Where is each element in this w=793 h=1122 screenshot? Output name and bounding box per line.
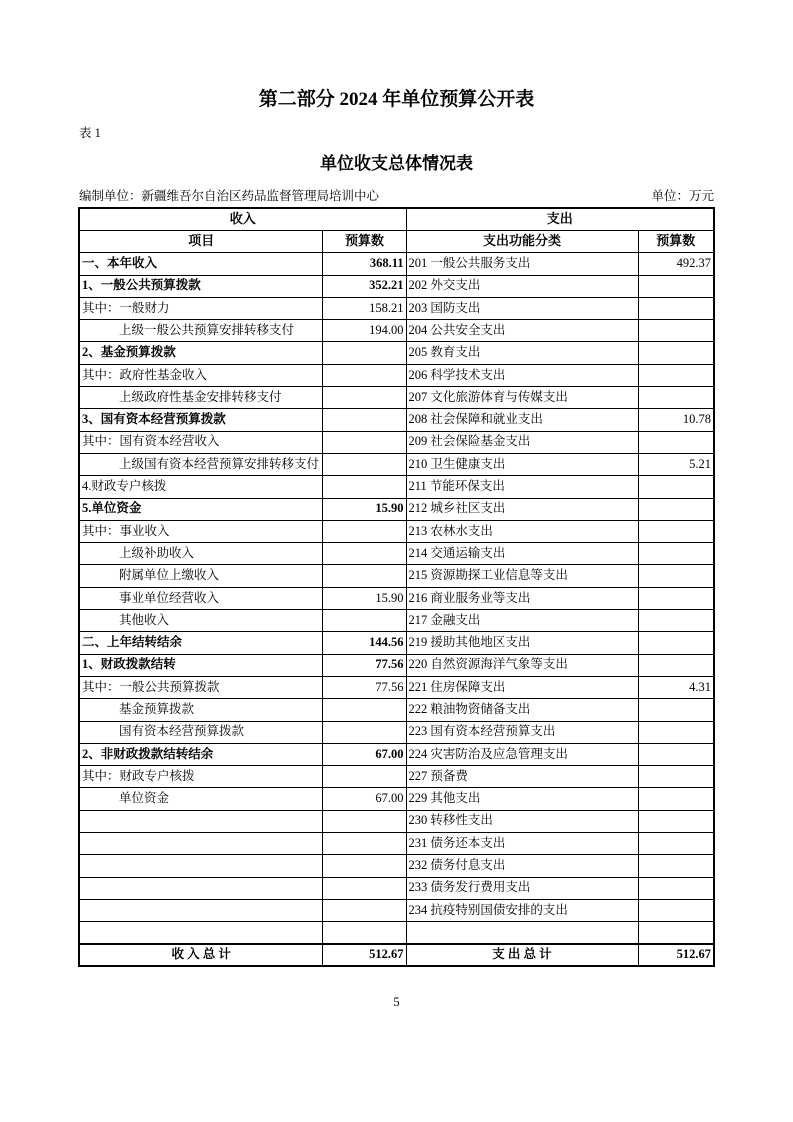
income-budget-cell: 15.90 (323, 587, 406, 609)
income-budget-cell: 194.00 (323, 320, 406, 342)
expense-item-cell: 205 教育支出 (406, 342, 638, 364)
income-item-cell: 附属单位上缴收入 (79, 565, 323, 587)
income-item-cell: 上级一般公共预算安排转移支付 (79, 320, 323, 342)
expense-budget-cell (638, 788, 714, 810)
expense-item-cell (406, 922, 638, 944)
expense-budget-cell (638, 364, 714, 386)
group-header-row (79, 208, 714, 230)
expense-budget-cell (638, 766, 714, 788)
table-row (79, 833, 714, 855)
expense-item-cell: 207 文化旅游体育与传媒支出 (406, 387, 638, 409)
expense-budget-cell (638, 587, 714, 609)
income-item-cell: 其中：财政专户核拨 (79, 766, 323, 788)
table-row (79, 699, 714, 721)
expense-item-cell: 213 农林水支出 (406, 520, 638, 542)
item-column-header: 项目 (79, 230, 323, 252)
income-budget-cell: 77.56 (323, 676, 406, 698)
table-row (79, 409, 714, 431)
income-budget-cell (323, 453, 406, 475)
expense-budget-cell (638, 543, 714, 565)
expense-budget-cell (638, 810, 714, 832)
expense-item-cell: 224 灾害防治及应急管理支出 (406, 743, 638, 765)
income-budget-cell: 67.00 (323, 743, 406, 765)
income-budget-cell (323, 387, 406, 409)
expense-item-cell: 234 抗疫特别国债安排的支出 (406, 899, 638, 921)
income-budget-cell (323, 766, 406, 788)
table-row (79, 810, 714, 832)
expense-class-column-header: 支出功能分类 (406, 230, 638, 252)
expense-item-cell: 219 援助其他地区支出 (406, 632, 638, 654)
expense-budget-cell (638, 610, 714, 632)
expense-budget-cell: 4.31 (638, 676, 714, 698)
expense-budget-cell (638, 275, 714, 297)
expense-budget-cell (638, 320, 714, 342)
expense-budget-cell (638, 899, 714, 921)
table-row (79, 275, 714, 297)
income-item-cell (79, 922, 323, 944)
expense-budget-cell (638, 922, 714, 944)
expense-item-cell: 206 科学技术支出 (406, 364, 638, 386)
income-item-cell: 2、基金预算拨款 (79, 342, 323, 364)
expense-item-cell: 232 债务付息支出 (406, 855, 638, 877)
income-budget-cell: 352.21 (323, 275, 406, 297)
income-budget-cell (323, 833, 406, 855)
income-item-cell (79, 833, 323, 855)
table-row (79, 543, 714, 565)
income-budget-cell (323, 699, 406, 721)
income-item-cell: 其中：政府性基金收入 (79, 364, 323, 386)
expense-item-cell: 215 资源勘探工业信息等支出 (406, 565, 638, 587)
expense-budget-cell: 492.37 (638, 253, 714, 275)
income-item-cell (79, 877, 323, 899)
expense-item-cell: 202 外交支出 (406, 275, 638, 297)
expense-budget-cell (638, 855, 714, 877)
expense-budget-cell (638, 476, 714, 498)
expense-total-label: 支 出 总 计 (406, 944, 638, 966)
expense-item-cell: 216 商业服务业等支出 (406, 587, 638, 609)
expense-item-cell: 211 节能环保支出 (406, 476, 638, 498)
income-item-cell: 其中：一般财力 (79, 297, 323, 319)
table-label: 表 1 (79, 125, 101, 140)
table-row (79, 520, 714, 542)
expense-budget-cell (638, 387, 714, 409)
income-budget-cell (323, 721, 406, 743)
income-budget-cell: 158.21 (323, 297, 406, 319)
table-title: 单位收支总体情况表 (320, 153, 473, 173)
expense-budget-cell (638, 520, 714, 542)
expense-item-cell: 230 转移性支出 (406, 810, 638, 832)
expense-budget-cell (638, 431, 714, 453)
expense-item-cell: 222 粮油物资储备支出 (406, 699, 638, 721)
expense-budget-cell (638, 877, 714, 899)
budget-table-header (79, 208, 714, 253)
budget-table-body (79, 253, 714, 944)
income-budget-cell (323, 409, 406, 431)
expense-item-cell: 203 国防支出 (406, 297, 638, 319)
income-item-cell: 国有资本经营预算拨款 (79, 721, 323, 743)
table-row (79, 565, 714, 587)
page-number: 5 (393, 995, 400, 1010)
income-budget-cell (323, 565, 406, 587)
table-row (79, 610, 714, 632)
expense-budget-cell (638, 743, 714, 765)
expense-item-cell: 231 债务还本支出 (406, 833, 638, 855)
income-item-cell: 其他收入 (79, 610, 323, 632)
table-row (79, 855, 714, 877)
income-item-cell: 4.财政专户核拨 (79, 476, 323, 498)
income-group-header: 收入 (79, 208, 406, 230)
income-item-cell: 二、上年结转结余 (79, 632, 323, 654)
income-budget-cell: 15.90 (323, 498, 406, 520)
income-budget-cell (323, 855, 406, 877)
expense-item-cell: 220 自然资源海洋气象等支出 (406, 654, 638, 676)
income-item-cell: 一、本年收入 (79, 253, 323, 275)
table-row (79, 431, 714, 453)
income-item-cell: 单位资金 (79, 788, 323, 810)
income-budget-cell: 77.56 (323, 654, 406, 676)
income-item-cell: 1、财政拨款结转 (79, 654, 323, 676)
income-budget-cell (323, 476, 406, 498)
expense-budget-cell: 5.21 (638, 453, 714, 475)
table-row (79, 342, 714, 364)
expense-item-cell: 229 其他支出 (406, 788, 638, 810)
table-row (79, 743, 714, 765)
prepared-by-label: 编制单位：新疆维吾尔自治区药品监督管理局培训中心 (79, 189, 380, 204)
table-row (79, 498, 714, 520)
expense-budget-cell (638, 654, 714, 676)
table-row (79, 253, 714, 275)
income-budget-cell (323, 364, 406, 386)
income-item-cell: 基金预算拨款 (79, 699, 323, 721)
expense-budget-cell (638, 699, 714, 721)
expense-item-cell: 217 金融支出 (406, 610, 638, 632)
expense-item-cell: 223 国有资本经营预算支出 (406, 721, 638, 743)
part-title: 第二部分 2024 年单位预算公开表 (258, 89, 535, 110)
unit-note-label: 单位：万元 (651, 189, 714, 204)
income-total-label: 收 入 总 计 (79, 944, 323, 966)
expense-budget-cell (638, 565, 714, 587)
table-row (79, 453, 714, 475)
total-row (79, 944, 714, 966)
income-budget-cell (323, 810, 406, 832)
expense-item-cell: 201 一般公共服务支出 (406, 253, 638, 275)
table-row (79, 676, 714, 698)
table-row (79, 476, 714, 498)
income-item-cell: 上级国有资本经营预算安排转移支付 (79, 453, 323, 475)
income-budget-column-header: 预算数 (323, 230, 406, 252)
income-item-cell: 上级政府性基金安排转移支付 (79, 387, 323, 409)
income-item-cell (79, 899, 323, 921)
income-item-cell (79, 855, 323, 877)
budget-table (78, 207, 715, 967)
income-budget-cell (323, 342, 406, 364)
income-item-cell: 1、一般公共预算拨款 (79, 275, 323, 297)
table-row (79, 766, 714, 788)
expense-budget-cell (638, 498, 714, 520)
table-row (79, 387, 714, 409)
table-row (79, 320, 714, 342)
income-item-cell: 上级补助收入 (79, 543, 323, 565)
income-item-cell: 其中：事业收入 (79, 520, 323, 542)
income-item-cell: 2、非财政拨款结转结余 (79, 743, 323, 765)
expense-item-cell: 214 交通运输支出 (406, 543, 638, 565)
income-budget-cell (323, 877, 406, 899)
expense-budget-cell (638, 721, 714, 743)
table-row (79, 877, 714, 899)
expense-group-header: 支出 (406, 208, 714, 230)
expense-budget-cell (638, 632, 714, 654)
expense-budget-cell (638, 297, 714, 319)
table-row (79, 364, 714, 386)
expense-total-value: 512.67 (638, 944, 714, 966)
income-item-cell: 其中：国有资本经营收入 (79, 431, 323, 453)
income-budget-cell (323, 543, 406, 565)
expense-item-cell: 210 卫生健康支出 (406, 453, 638, 475)
expense-budget-column-header: 预算数 (638, 230, 714, 252)
table-row (79, 899, 714, 921)
expense-item-cell: 221 住房保障支出 (406, 676, 638, 698)
table-row (79, 297, 714, 319)
income-item-cell: 3、国有资本经营预算拨款 (79, 409, 323, 431)
income-budget-cell: 368.11 (323, 253, 406, 275)
expense-item-cell: 227 预备费 (406, 766, 638, 788)
income-budget-cell (323, 610, 406, 632)
expense-budget-cell (638, 833, 714, 855)
expense-item-cell: 209 社会保险基金支出 (406, 431, 638, 453)
income-budget-cell (323, 431, 406, 453)
income-item-cell: 其中：一般公共预算拨款 (79, 676, 323, 698)
table-meta-row (79, 189, 714, 204)
column-header-row (79, 230, 714, 252)
table-row (79, 721, 714, 743)
expense-item-cell: 233 债务发行费用支出 (406, 877, 638, 899)
table-row (79, 922, 714, 944)
income-item-cell (79, 810, 323, 832)
table-row (79, 654, 714, 676)
income-item-cell: 事业单位经营收入 (79, 587, 323, 609)
table-row (79, 632, 714, 654)
table-row (79, 788, 714, 810)
expense-item-cell: 204 公共安全支出 (406, 320, 638, 342)
income-total-value: 512.67 (323, 944, 406, 966)
expense-item-cell: 212 城乡社区支出 (406, 498, 638, 520)
budget-table-footer (79, 944, 714, 966)
income-item-cell: 5.单位资金 (79, 498, 323, 520)
income-budget-cell (323, 899, 406, 921)
expense-item-cell: 208 社会保障和就业支出 (406, 409, 638, 431)
income-budget-cell: 144.56 (323, 632, 406, 654)
table-row (79, 587, 714, 609)
expense-budget-cell (638, 342, 714, 364)
income-budget-cell (323, 922, 406, 944)
income-budget-cell: 67.00 (323, 788, 406, 810)
expense-budget-cell: 10.78 (638, 409, 714, 431)
income-budget-cell (323, 520, 406, 542)
